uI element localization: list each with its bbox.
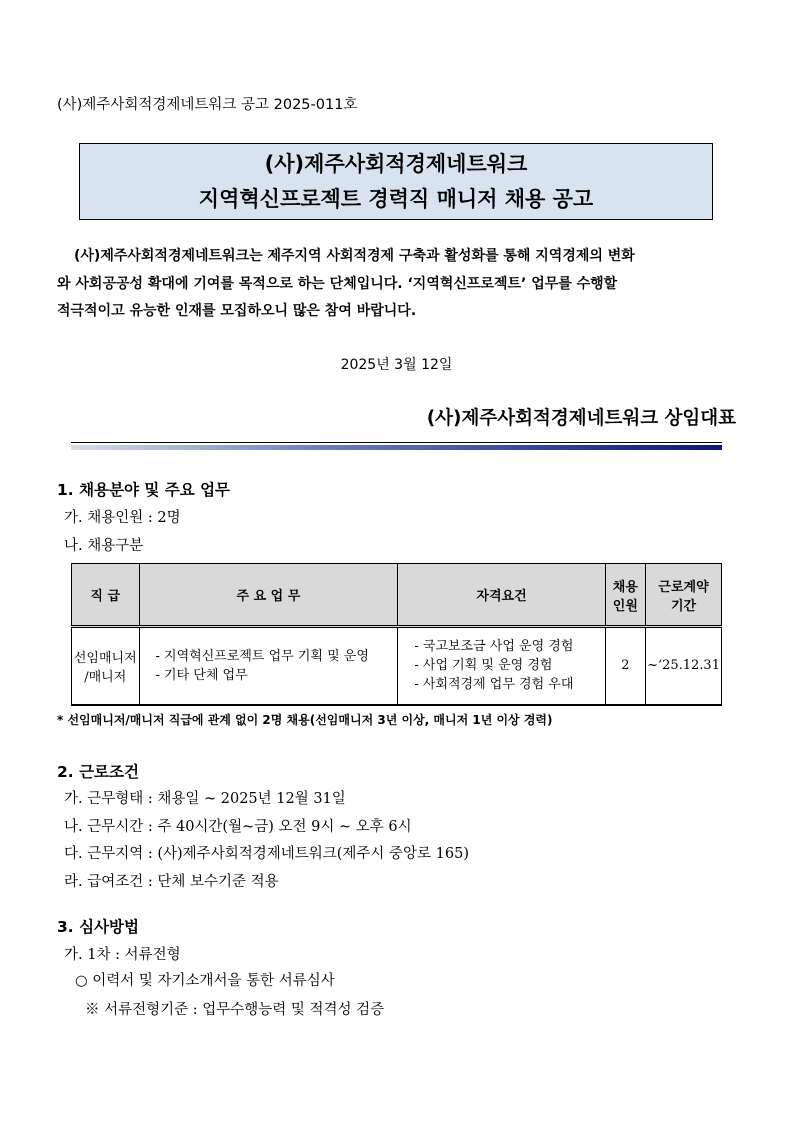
table-note: * 선임매니저/매니저 직급에 관계 없이 2명 채용(선임매니저 3년 이상, 매니저 1년 이상 경력)	[57, 713, 553, 727]
document-number: (사)제주사회적경제네트워크 공고 2025-011호	[57, 97, 358, 113]
cell-contract: ~‘25.12.31	[646, 627, 722, 705]
section-2-heading: 2. 근로조건	[57, 763, 139, 781]
section-3-heading: 3. 심사방법	[57, 918, 139, 936]
positions-table	[71, 563, 722, 706]
header-grade: 직 급	[72, 564, 140, 627]
signature: (사)제주사회적경제네트워크 상임대표	[426, 408, 736, 429]
cell-duties	[139, 627, 398, 705]
cell-qualifications	[398, 627, 605, 705]
title-line-2: 지역혁신프로젝트 경력직 매니저 채용 공고	[198, 186, 594, 211]
section-1-item-b: 나. 채용구분	[64, 538, 144, 554]
title-box	[79, 143, 713, 220]
intro-line-3: 적극적이고 유능한 인재를 모집하오니 많은 참여 바랍니다.	[57, 303, 417, 319]
divider-thick	[71, 445, 722, 450]
table-row	[72, 627, 722, 705]
section-2-item-d: 라. 급여조건 : 단체 보수기준 적용	[64, 874, 279, 890]
qual-line-2: - 사업 기획 및 운영 경험	[414, 658, 553, 674]
section-2-item-c: 다. 근무지역 : (사)제주사회적경제네트워크(제주시 중앙로 165)	[64, 846, 470, 862]
header-headcount-line-1: 채용	[612, 579, 638, 595]
qual-line-1: - 국고보조금 사업 운영 경험	[414, 639, 574, 655]
duty-line-1: - 지역혁신프로젝트 업무 기획 및 운영	[155, 648, 369, 664]
header-contract	[646, 564, 722, 627]
section-3-reference-item: ※ 서류전형기준 : 업무수행능력 및 적격성 검증	[85, 1002, 385, 1018]
header-qualifications: 자격요건	[398, 564, 605, 627]
duty-line-2: - 기타 단체 업무	[155, 667, 248, 683]
cell-grade	[72, 627, 140, 705]
section-1-item-a: 가. 채용인원 : 2명	[64, 510, 181, 526]
section-2-item-b: 나. 근무시간 : 주 40시간(월~금) 오전 9시 ~ 오후 6시	[64, 819, 412, 835]
header-headcount	[605, 564, 645, 627]
divider-thin	[71, 442, 722, 443]
intro-paragraph	[57, 243, 737, 326]
header-duties: 주 요 업 무	[139, 564, 398, 627]
header-contract-line-1: 근로계약	[658, 579, 709, 595]
intro-line-2: 와 사회공공성 확대에 기여를 목적으로 하는 단체입니다. ‘지역혁신프로젝트’ 업무를 수행할	[57, 275, 618, 292]
section-3-circle-item: ○ 이력서 및 자기소개서을 통한 서류심사	[75, 973, 335, 989]
section-3-item-a: 가. 1차 : 서류전형	[64, 947, 181, 963]
title-line-1: (사)제주사회적경제네트워크	[264, 151, 528, 176]
intro-line-1: (사)제주사회적경제네트워크는 제주지역 사회적경제 구축과 활성화를 통해 지역경제의 변화	[74, 248, 635, 264]
section-1-heading: 1. 채용분야 및 주요 업무	[57, 481, 231, 499]
qual-line-3: - 사회적경제 업무 경험 우대	[414, 677, 574, 693]
header-contract-line-2: 기간	[670, 598, 697, 614]
grade-line-1: 선임매니저	[73, 650, 137, 666]
table-header-row	[72, 564, 722, 627]
section-2-item-a: 가. 근무형태 : 채용일 ~ 2025년 12월 31일	[64, 791, 346, 807]
cell-headcount: 2	[605, 627, 645, 705]
header-headcount-line-2: 인원	[612, 598, 638, 614]
announcement-date: 2025년 3월 12일	[340, 357, 453, 373]
grade-line-2: /매니저	[84, 669, 127, 685]
